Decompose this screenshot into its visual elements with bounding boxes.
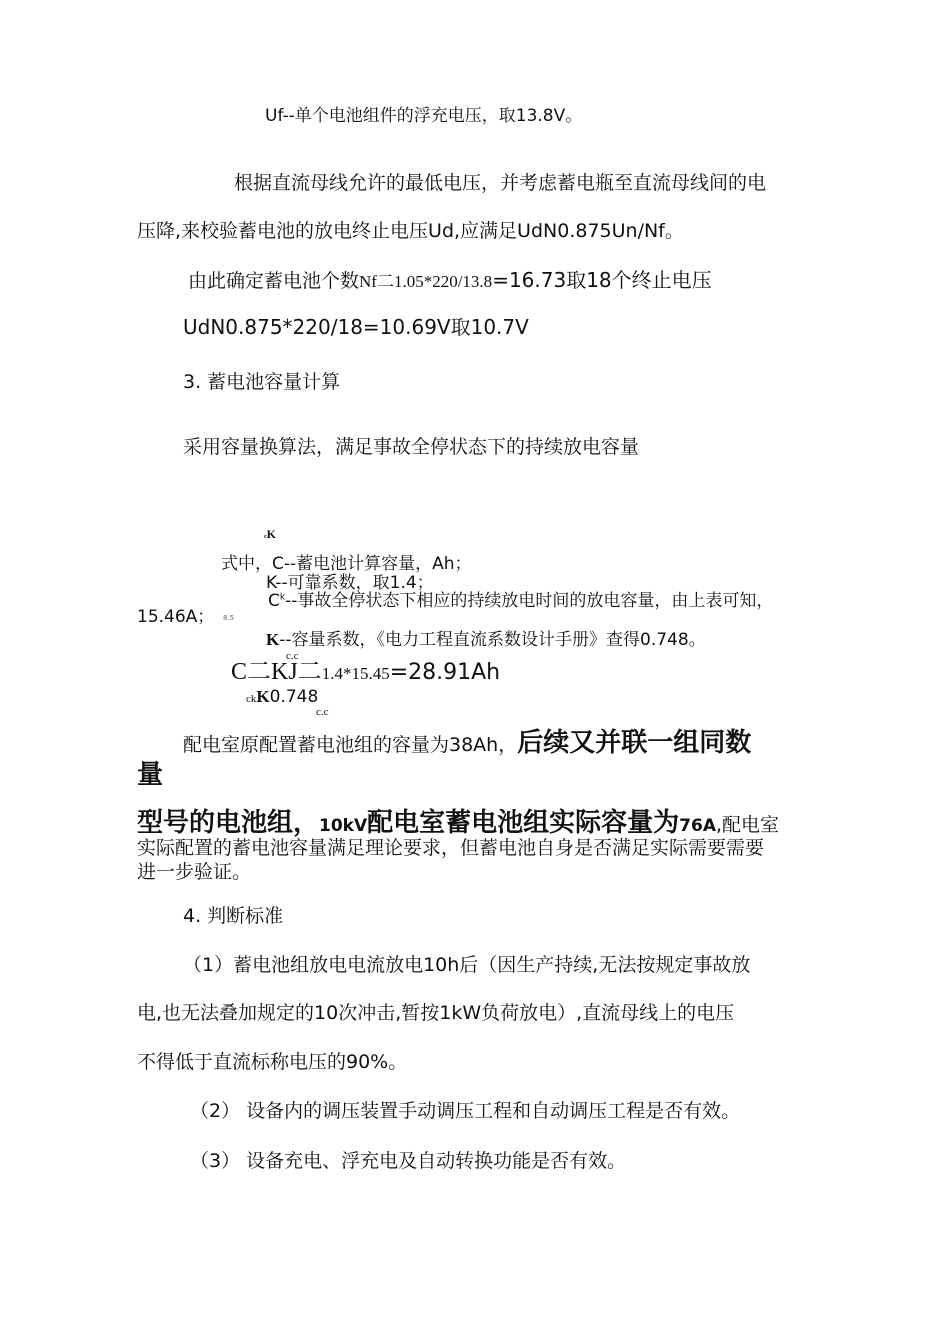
capacity-formula [231,660,500,684]
formula-denominator [246,688,318,706]
text-span: 0.748 [269,687,319,707]
section-heading: 4. 判断标准 [183,905,284,927]
text-span: ck [246,693,257,705]
paragraph-line: 实际配置的蓄电池容量满足理论要求，但蓄电池自身是否满足实际需要需要 [137,837,765,859]
battery-count-line [188,270,712,291]
definition-ck [268,593,773,610]
text-span: --事故全停状态下相应的持续放电时间的放电容量，由上表可知， [285,591,774,611]
formula-subscript-top: c.c [286,650,299,662]
text-span: 后续又并联一组同数 [517,728,752,758]
criteria-item: （1）蓄电池组放电电流放电10h后（因生产持续,无法按规定事故放 [183,954,751,976]
paragraph-line: 进一步验证。 [137,861,252,883]
text-span: C二KJ二 [231,659,322,685]
text-span: =16.73取18个终止电压 [492,268,712,292]
paragraph-line [137,810,779,836]
text-span: 1.4*15.45 [321,664,390,683]
text-span: --容量系数，《电力工程直流系数设计手册》查得0.748。 [279,630,706,650]
text-span: C [268,591,280,611]
criteria-item: （3） 设备充电、浮充电及自动转换功能是否有效。 [190,1150,627,1172]
text-span: c [264,534,267,540]
definition-c: 式中，C--蓄电池计算容量，Ah； [221,554,472,574]
definition-kc [266,631,706,649]
criteria-item: （2） 设备内的调压装置手动调压工程和自动调压工程是否有效。 [190,1100,741,1122]
tiny-mark: 8.5 [223,614,235,622]
text-span: 76A [679,816,716,836]
text-span: Nf二1.05*220/13.8 [359,272,493,291]
paragraph-line [183,730,751,756]
method-line: 采用容量换算法，满足事故全停状态下的持续放电容量 [183,436,640,458]
end-voltage-line: UdN0.875*220/18=10.69V取10.7V [183,315,529,339]
text-span: =28.91Ah [389,660,501,685]
k-mark [264,528,276,540]
text-span: K [266,630,280,649]
criteria-item: 不得低于直流标称电压的90%。 [137,1051,408,1073]
criteria-item: 电,也无法叠加规定的10次冲击,暂按1kW负荷放电）,直流母线上的电压 [137,1002,735,1024]
text-span: 配电室原配置蓄电池组的容量为38Ah， [183,734,518,756]
text-span: ,配电室 [715,814,780,836]
text-span: k [279,592,286,603]
text-span: 型号的电池组， [137,808,320,838]
paragraph-line: 量 [137,760,164,790]
definition-k: K--可靠系数，取1.4； [266,573,434,593]
text-span: K [256,687,270,706]
text-span: 由此确定蓄电池个数 [188,270,360,292]
uf-definition: Uf--单个电池组件的浮充电压，取13.8V。 [265,106,583,126]
current-value: 15.46A； [137,607,215,627]
formula-subscript-bottom: c.c [316,706,329,718]
paragraph-line: 根据直流母线允许的最低电压，并考虑蓄电瓶至直流母线间的电 [234,172,767,194]
paragraph-line: 压降,来校验蓄电池的放电终止电压Ud,应满足UdN0.875Un/Nf。 [137,220,684,242]
text-span: 配电室蓄电池组实际容量为 [367,808,680,838]
section-heading: 3. 蓄电池容量计算 [183,371,341,393]
text-span: 10kV [319,816,368,836]
text-span: K [266,527,277,541]
